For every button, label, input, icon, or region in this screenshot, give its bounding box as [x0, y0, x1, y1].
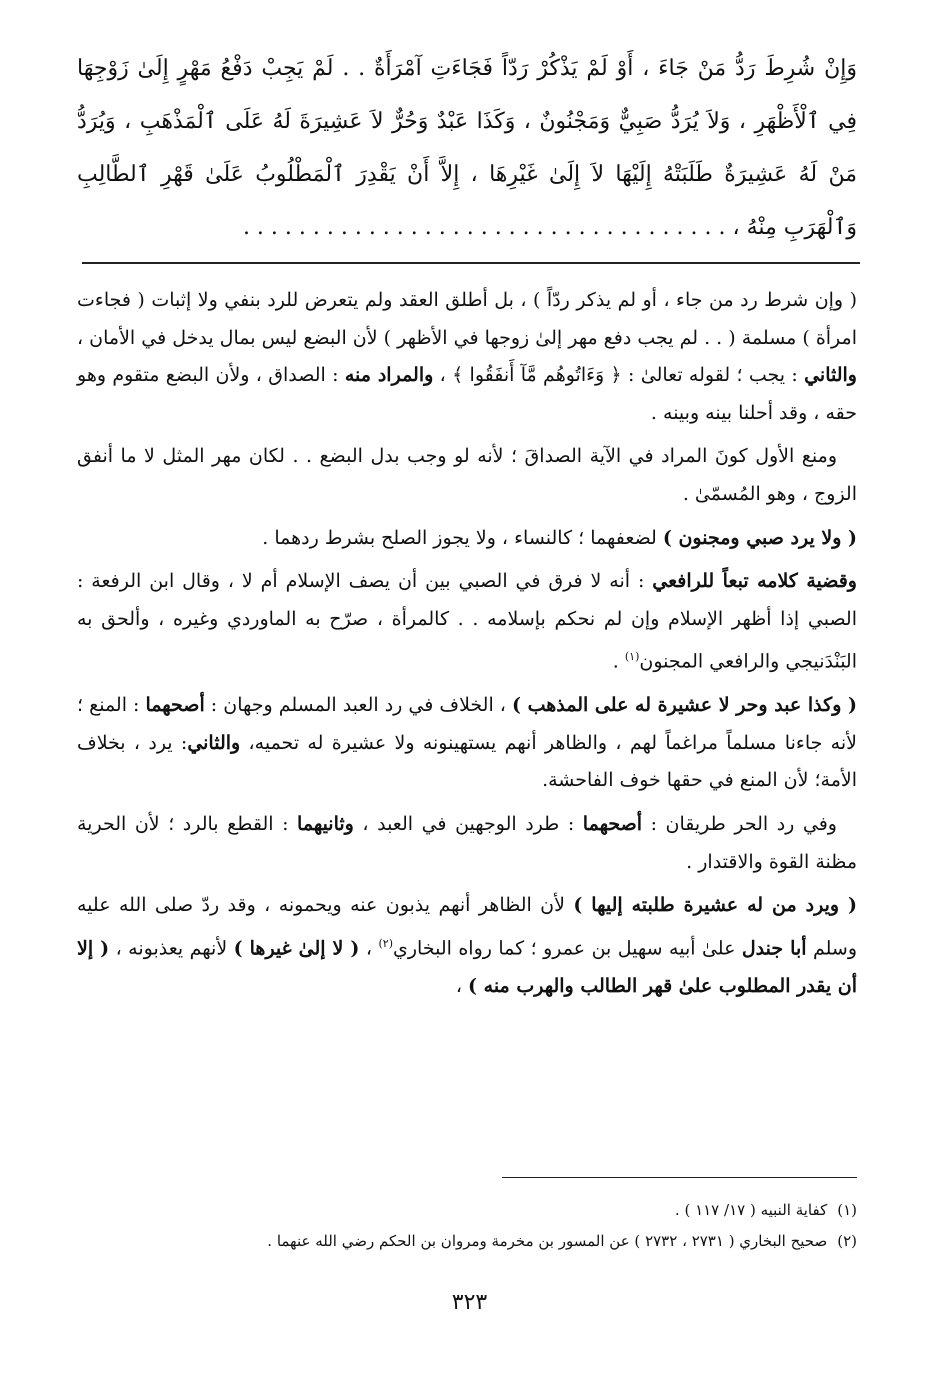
commentary-paragraph	[77, 687, 857, 800]
commentary-paragraph	[77, 520, 857, 558]
footnote-ref[interactable]: (٢)	[378, 936, 393, 950]
commentary-bold: أصحهما	[145, 694, 205, 717]
commentary-bold: ( وكذا عبد وحر لا عشيرة له على المذهب )	[511, 694, 857, 717]
commentary-span: : يرد ، بخلاف الأمة؛ لأن المنع في حقها خوف الفاحشة.	[77, 731, 857, 792]
footnote-text: كفاية النبيه ( ١٧/ ١١٧ ) .	[674, 1201, 828, 1219]
commentary-span: : يجب ؛ لقوله تعالىٰ : ﴿ وَءَاتُوهُم مَّآ أَنفَقُوا ﴾ ،	[433, 364, 805, 387]
commentary-span: ،	[359, 937, 379, 960]
footnotes	[77, 1195, 857, 1257]
footnote-separator	[502, 1177, 857, 1178]
commentary-paragraph	[77, 282, 857, 432]
matn-line: وَإِنْ شُرِطَ رَدُّ مَنْ جَاءَ ، أَوْ لَمْ يَذْكُرْ رَدّاً فَجَاءَتِ آمْرَأَةٌ . . لَمْ يَجِبْ دَفْعُ مَهْرٍ إِلَىٰ زَوْجِهَا	[77, 56, 857, 81]
footnote-item	[77, 1195, 857, 1226]
matn-text	[77, 42, 857, 254]
commentary-bold: والثاني	[804, 364, 857, 387]
commentary-bold: ( إلا أن يقدر المطلوب علىٰ قهر الطالب والهرب منه )	[77, 937, 857, 997]
commentary-span: : الصداق ، ولأن البضع متقوم وهو حقه ، وقد أحلنا بينه وبينه .	[77, 364, 857, 424]
matn-dots: . . . . . . . . . . . . . . . . . . . . . . . . . . . . . . . . . . .	[242, 215, 726, 240]
matn-line: فِي ٱلْأَظْهَرِ ، وَلاَ يُرَدُّ صَبِيٌّ وَمَجْنُونٌ ، وَكَذَا عَبْدٌ وَحُرٌّ لاَ عَشِيرَةَ لَهُ عَلَى ٱلْمَذْهَبِ ، وَيُرَدُّ	[77, 109, 857, 134]
page-number: ٣٢٣	[451, 1290, 488, 1315]
commentary-bold: والثاني	[187, 731, 241, 754]
commentary-paragraph: ومنع الأول كونَ المراد في الآية الصداقَ ؛ لأنه لو وجب بدل البضع . . لكان مهر المثل لا ما أنفق الزوج ، وهو المُسمّىٰ .	[77, 445, 857, 505]
commentary-span: : القطع بالرد ؛ لأن الحرية مظنة القوة والاقتدار .	[77, 813, 857, 873]
commentary-paragraph	[77, 563, 857, 681]
footnote-ref[interactable]: (١)	[624, 650, 640, 664]
commentary-span: ، الخلاف في رد العبد المسلم وجهان :	[204, 694, 512, 717]
commentary-span: ( وإن شرط رد من جاء ، أو لم يذكر ردّاً ) ، بل أطلق العقد ولم يتعرض للرد بنفي ولا إثبات ( فجاءت امرأة ) مسلمة ( . . لم يجب دفع مهر إلىٰ زوجها في الأظهر ) لأن البضع ليس بمال يدخل في الأمان ،	[77, 289, 857, 349]
commentary-paragraph	[77, 806, 857, 881]
commentary-paragraph	[77, 887, 857, 1005]
commentary-span: : طرد الوجهين في العبد ،	[353, 813, 583, 836]
commentary-span: : المنع ؛ لأنه جاءنا مسلماً مراغماً لهم ، والظاهر أنهم يستهينونه ولا عشيرة له تحميه،	[77, 694, 857, 754]
commentary-text	[77, 282, 857, 1011]
footnote-number: (١)	[837, 1201, 857, 1219]
commentary-span: علىٰ أبيه سهيل بن عمرو ؛ كما رواه البخاري	[392, 937, 742, 960]
commentary-bold: أصحهما	[582, 813, 643, 836]
commentary-span: ،	[455, 974, 469, 997]
commentary-bold: ( لا إلىٰ غيرها )	[233, 937, 360, 960]
footnote-item	[77, 1226, 857, 1257]
commentary-bold: ( ويرد من له عشيرة طلبته إليها )	[573, 894, 857, 917]
commentary-bold: والمراد منه	[344, 364, 434, 387]
commentary-span: وفي رد الحر طريقان :	[642, 813, 837, 836]
footnote-number: (٢)	[837, 1232, 857, 1250]
commentary-span: .	[612, 650, 625, 673]
commentary-span: لأن الظاهر أنهم يذبون عنه ويحمونه ، وقد ردّ صلى الله عليه وسلم	[77, 894, 857, 960]
matn-line: مَنْ لَهُ عَشِيرَةٌ طَلَبَتْهُ إِلَيْهَا لاَ إِلَىٰ غَيْرِهَا ، إِلاَّ أَنْ يَقْدِرَ ٱلْمَطْلُوبُ عَلَىٰ قَهْرِ ٱلطَّالِبِ وَٱلْهَرَبِ	[77, 162, 857, 240]
commentary-span: لأنهم يعذبونه ،	[109, 937, 234, 960]
footnote-text: صحيح البخاري ( ٢٧٣١ ، ٢٧٣٢ ) عن المسور بن مخرمة ومروان بن الحكم رضي الله عنهما .	[267, 1232, 828, 1250]
commentary-bold: وثانيهما	[297, 813, 354, 836]
commentary-bold: وقضية كلامه تبعاً للرافعي	[652, 570, 857, 593]
commentary-bold: ( ولا يرد صبي ومجنون )	[662, 526, 857, 549]
matn-line: مِنْهُ ،	[732, 215, 777, 240]
commentary-span: لضعفهما ؛ كالنساء ، ولا يجوز الصلح بشرط ردهما .	[262, 526, 663, 549]
text-separator	[82, 262, 860, 264]
commentary-bold: أبا جندل	[741, 937, 807, 960]
commentary-span: : أنه لا فرق في الصبي بين أن يصف الإسلام أم لا ، وقال ابن الرفعة : الصبي إذا أظهر الإسلام وإن لم نحكم بإسلامه . . كالمرأة ، صرّح به الماوردي وغيره ، وألحق به البَنْدَنيجي والرافعي المجنون	[77, 570, 857, 673]
